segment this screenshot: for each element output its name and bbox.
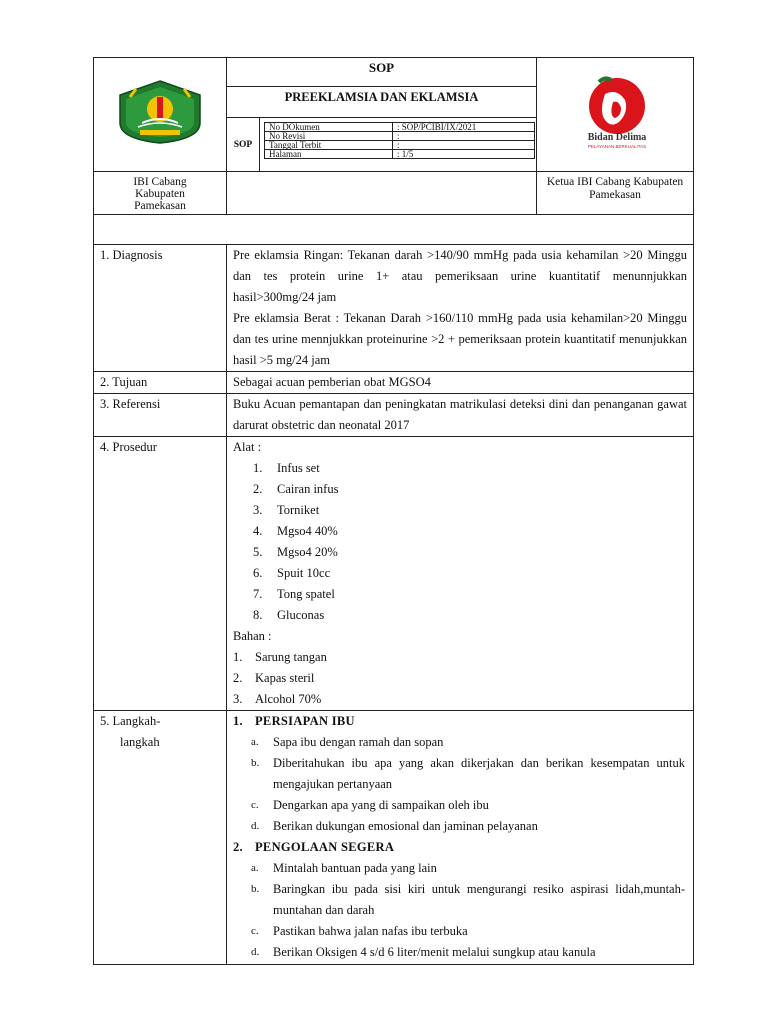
right-org-cell xyxy=(537,172,694,215)
left-org-cell xyxy=(94,172,227,215)
langkah-sections xyxy=(233,711,685,732)
sop-label: SOP xyxy=(227,118,260,171)
langkah-content xyxy=(227,711,694,965)
section-title: 2. PENGOLAAN SEGERA xyxy=(233,840,395,854)
info-value: : xyxy=(393,132,535,141)
list-item: c. Pastikan bahwa jalan nafas ibu terbuka xyxy=(251,924,468,938)
info-label: No DOkumen xyxy=(265,123,393,132)
list-item: a. Mintalah bantuan pada yang lain xyxy=(251,861,437,875)
sop-document xyxy=(93,57,693,965)
list-item: a. Sapa ibu dengan ramah dan sopan xyxy=(251,735,444,749)
diagnosis-ringan: Pre eklamsia Ringan: Tekanan darah >140/90 mmHg pada usia kehamilan >20 Minggu dan tes protein urine 1+ atau pemeriksaan urine kuantitatif menunnjukkan hasil>300mg/24 jam xyxy=(233,248,687,304)
langkah-sections xyxy=(233,837,685,858)
tujuan-text: Sebagai acuan pemberian obat MGSO4 xyxy=(227,372,694,394)
referensi-label: 3. Referensi xyxy=(94,394,227,437)
bidan-delima-text: Bidan Delima xyxy=(587,132,647,143)
langkah-label-line: langkah xyxy=(120,735,160,749)
alat-list xyxy=(233,458,687,626)
info-label: Halaman xyxy=(265,150,393,159)
info-value: : xyxy=(393,141,535,150)
diagnosis-label: 1. Diagnosis xyxy=(94,245,227,372)
list-item: d. Berikan dukungan emosional dan jaminan pelayanan xyxy=(251,819,538,833)
section-items xyxy=(233,732,685,837)
referensi-text: Buku Acuan pemantapan dan peningkatan matrikulasi deteksi dini dan penanganan gawat darurat obstetric dan neonatal 2017 xyxy=(227,394,694,437)
bahan-title: Bahan : xyxy=(233,629,272,643)
list-item: b. Diberitahukan ibu apa yang akan dikerjakan dan berikan kesempatan untuk mengajukan pertanyaan xyxy=(251,756,685,791)
sop-title: SOP xyxy=(227,58,536,87)
diagnosis-berat: Pre eklamsia Berat : Tekanan Darah >160/110 mmHg pada usia kehamilan>20 Minggu dan tes urine mennjukkan proteinurine >2 + pemeriksaan protein kuantitatif menunjukkan hasil >5 mg/24 jam xyxy=(233,311,687,367)
bidan-delima-subtext: PELAYANAN BERKUALITAS xyxy=(587,144,647,149)
list-item: 3. Torniket xyxy=(253,503,320,517)
logo-right-cell xyxy=(537,58,694,172)
logo-left-cell xyxy=(94,58,227,172)
list-item: 1. Sarung tangan xyxy=(233,650,327,664)
list-item: 7. Tong spatel xyxy=(253,587,335,601)
left-org-line: Pamekasan xyxy=(134,200,186,212)
list-item: 2. Kapas steril xyxy=(233,671,315,685)
diagnosis-content xyxy=(227,245,694,372)
bidan-delima-logo-icon xyxy=(569,72,661,152)
langkah-label xyxy=(94,711,227,965)
info-value: : SOP/PCIBI/IX/2021 xyxy=(393,123,535,132)
section-title: 1. PERSIAPAN IBU xyxy=(233,714,355,728)
spacer-row xyxy=(94,215,694,245)
prosedur-label: 4. Prosedur xyxy=(94,437,227,711)
list-item: 2. Cairan infus xyxy=(253,482,339,496)
org-center-cell xyxy=(227,172,537,215)
list-item: 8. Gluconas xyxy=(253,608,325,622)
info-value: : 1/5 xyxy=(393,150,535,159)
kabupaten-emblem-icon xyxy=(116,79,204,145)
alat-title: Alat : xyxy=(233,440,262,454)
doc-info-table xyxy=(264,122,535,159)
section-items xyxy=(233,858,685,963)
info-label: No Revisi xyxy=(265,132,393,141)
prosedur-content xyxy=(227,437,694,711)
list-item: 4. Mgso4 40% xyxy=(253,524,338,538)
bahan-list xyxy=(233,647,687,710)
langkah-label-line: 5. Langkah- xyxy=(100,714,161,728)
list-item: 6. Spuit 10cc xyxy=(253,566,331,580)
doc-info-block xyxy=(227,118,536,171)
info-label: Tanggal Terbit xyxy=(265,141,393,150)
left-org-line: Kabupaten xyxy=(135,188,185,200)
right-org-text: Ketua IBI Cabang Kabupaten Pamekasan xyxy=(546,176,684,201)
list-item: d. Berikan Oksigen 4 s/d 6 liter/menit melalui sungkup atau kanula xyxy=(251,945,596,959)
sop-table xyxy=(93,57,694,965)
document-title: PREEKLAMSIA DAN EKLAMSIA xyxy=(227,87,536,118)
list-item: c. Dengarkan apa yang di sampaikan oleh ibu xyxy=(251,798,489,812)
tujuan-label: 2. Tujuan xyxy=(94,372,227,394)
left-org-line: IBI Cabang xyxy=(133,176,187,188)
list-item: 1. Infus set xyxy=(253,461,320,475)
list-item: 5. Mgso4 20% xyxy=(253,545,338,559)
list-item: 3. Alcohol 70% xyxy=(233,692,322,706)
list-item: b. Baringkan ibu pada sisi kiri untuk mengurangi resiko aspirasi lidah,muntah-muntahan dan darah xyxy=(251,882,685,917)
header-center-cell xyxy=(227,58,537,172)
